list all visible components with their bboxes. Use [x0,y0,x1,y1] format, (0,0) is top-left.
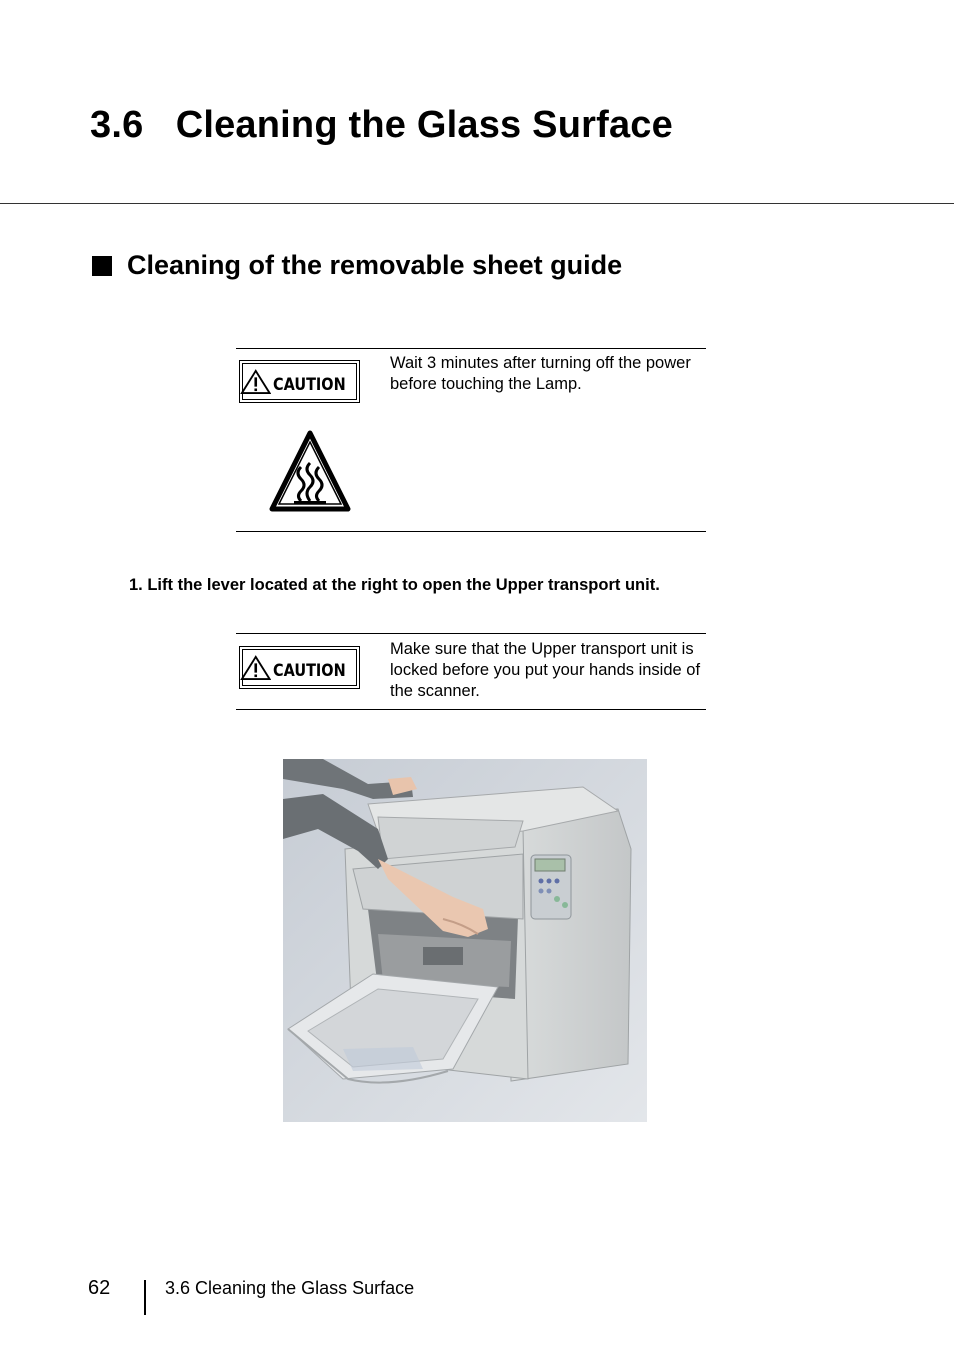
caution-2-bottom-rule [236,709,706,710]
title-rule [0,203,954,204]
footer-section-label: 3.6 Cleaning the Glass Surface [165,1278,415,1298]
page-title: 3.6 Cleaning the Glass Surface [90,104,673,146]
section-heading [92,250,622,281]
caution-2-text: Make sure that the Upper transport unit is locked before you put your hands inside of the scanner. [390,640,701,700]
caution-2-badge [239,646,360,689]
step-1: 1. Lift the lever located at the right to open the Upper transport unit. [129,576,660,594]
warning-triangle-icon [240,654,271,682]
square-bullet-icon [92,256,112,276]
caution-1-label: CAUTION [273,374,347,395]
scanner-photo [283,759,647,1122]
hot-surface-warning-icon [268,429,352,513]
section-heading-text: Cleaning of the removable sheet guide [127,250,623,280]
caution-2-top-rule [236,633,706,634]
footer-page-number: 62 [88,1277,111,1299]
caution-1-badge [239,360,360,403]
footer-divider [144,1280,146,1315]
caution-1-bottom-rule [236,531,706,532]
caution-1-top-rule [236,348,706,349]
warning-triangle-icon [240,368,271,396]
caution-2-label: CAUTION [273,660,347,681]
caution-1-text: Wait 3 minutes after turning off the power before touching the Lamp. [390,354,691,393]
